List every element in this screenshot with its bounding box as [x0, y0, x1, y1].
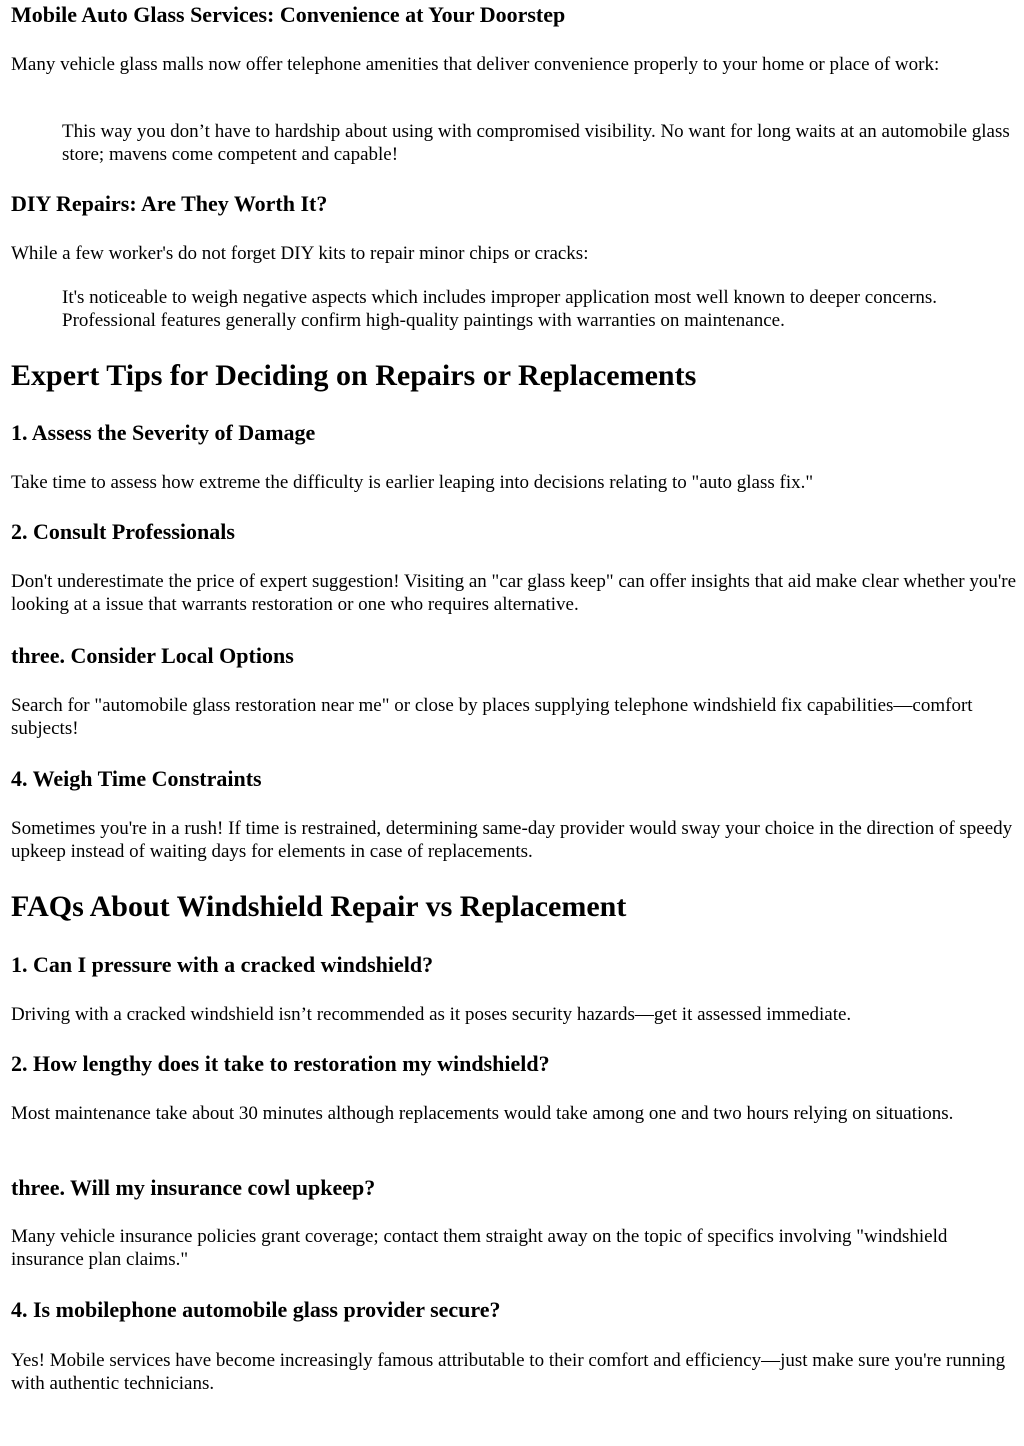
paragraph-diy-intro: While a few worker's do not forget DIY kits to repair minor chips or cracks:: [11, 243, 589, 264]
blockquote-diy: It's noticeable to weigh negative aspects which includes improper application most well known to deeper concerns. Professional features generally confirm high-quality paintings with warranties on maintenance.: [62, 287, 938, 331]
paragraph-mobile-intro: Many vehicle glass malls now offer telephone amenities that deliver convenience properly to your home or place of work:: [11, 54, 940, 75]
tip-text: Sometimes you're in a rush! If time is restrained, determining same-day provider would sway your choice in the direction of speedy upkeep instead of waiting days for elements in case of replacements.: [11, 818, 1013, 862]
faq-answer: Most maintenance take about 30 minutes although replacements would take among one and two hours relying on situations.: [11, 1103, 954, 1124]
faq-question: three. Will my insurance cowl upkeep?: [11, 1175, 376, 1200]
tip-text: Don't underestimate the price of expert suggestion! Visiting an "car glass keep" can offer insights that aid make clear whether you're looking at a issue that warrants restoration or one who requires alternative.: [11, 571, 1017, 615]
tip-text: Take time to assess how extreme the difficulty is earlier leaping into decisions relating to "auto glass fix.": [11, 472, 814, 493]
tip-title: three. Consider Local Options: [11, 643, 294, 668]
tip-title: 1. Assess the Severity of Damage: [11, 420, 316, 445]
faq-question: 2. How lengthy does it take to restoration my windshield?: [11, 1051, 550, 1076]
faq-question: 4. Is mobilephone automobile glass provider secure?: [11, 1297, 501, 1322]
faq-answer: Yes! Mobile services have become increasingly famous attributable to their comfort and efficiency—just make sure you're running with authentic technicians.: [11, 1350, 1006, 1394]
tip-title: 2. Consult Professionals: [11, 519, 235, 544]
section-heading-diy: DIY Repairs: Are They Worth It?: [11, 191, 328, 216]
section-heading-mobile: Mobile Auto Glass Services: Convenience at Your Doorstep: [11, 2, 566, 27]
tip-title: 4. Weigh Time Constraints: [11, 766, 262, 791]
section-heading-faqs: FAQs About Windshield Repair vs Replacement: [11, 890, 627, 923]
tip-text: Search for "automobile glass restoration near me" or close by places supplying telephone windshield fix capabilities—comfort subjects!: [11, 695, 973, 739]
faq-question: 1. Can I pressure with a cracked windshield?: [11, 952, 434, 977]
section-heading-tips: Expert Tips for Deciding on Repairs or Replacements: [11, 359, 697, 392]
faq-answer: Many vehicle insurance policies grant coverage; contact them straight away on the topic of specifics involving "windshield insurance plan claims.": [11, 1226, 948, 1270]
faq-answer: Driving with a cracked windshield isn’t recommended as it poses security hazards—get it assessed immediate.: [11, 1004, 852, 1025]
blockquote-mobile: This way you don’t have to hardship about using with compromised visibility. No want for long waits at an automobile glass store; mavens come competent and capable!: [62, 121, 1010, 165]
